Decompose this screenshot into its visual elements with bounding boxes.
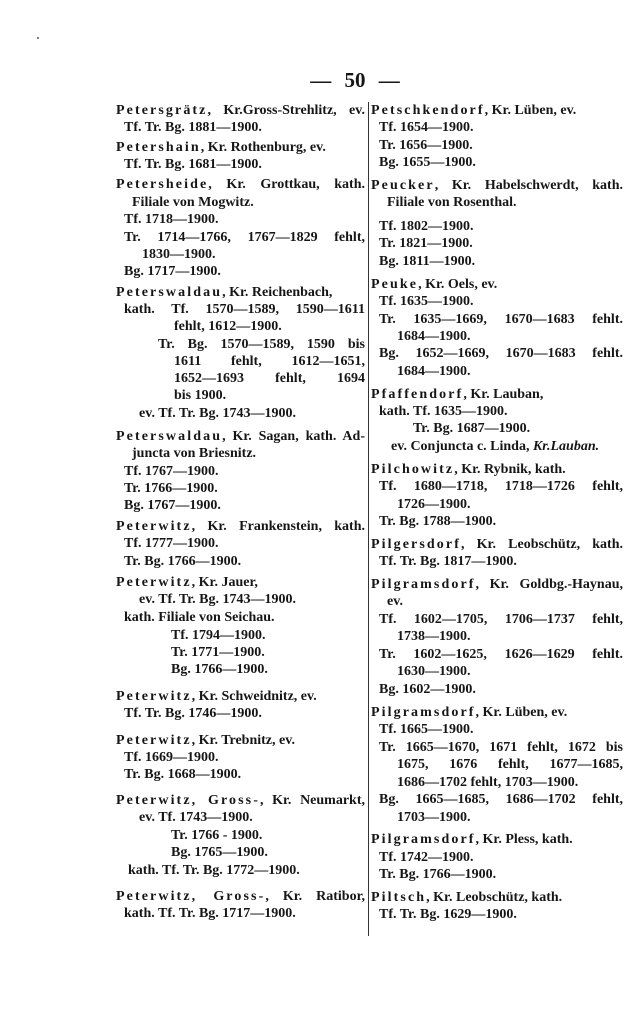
entry-heading bbox=[116, 139, 326, 157]
place-details: , Kr. Habelschwerdt, kath. bbox=[434, 178, 623, 193]
record-line: Tf. 1602—1705, 1706—1737 fehlt, bbox=[379, 612, 623, 627]
place-details: , Kr. Leobschütz, kath. bbox=[460, 537, 623, 552]
place-name: Petershain bbox=[116, 140, 201, 155]
place-details: , Kr. Ratibor, bbox=[265, 889, 365, 904]
record-line: ev. bbox=[387, 594, 403, 609]
entry-heading bbox=[371, 276, 497, 294]
record-line: Tr. Bg. 1570—1589, 1590 bis bbox=[158, 337, 365, 352]
place-details: , Kr. Lauban, bbox=[463, 387, 544, 402]
place-name: Petersgrätz bbox=[116, 103, 208, 118]
place-details: , Kr. Leobschütz, kath. bbox=[426, 890, 563, 905]
place-name: Peterswaldau bbox=[116, 429, 223, 444]
place-details: , Kr. Sagan, kath. Ad- bbox=[222, 429, 365, 444]
record-line: ev. Tf. Tr. Bg. 1743—1900. bbox=[139, 592, 297, 607]
record-line: Filiale von Rosenthal. bbox=[387, 195, 517, 210]
place-details: , Kr. Reichenbach, bbox=[222, 285, 333, 300]
entry-heading bbox=[116, 574, 258, 592]
record-line: Bg. 1717—1900. bbox=[124, 264, 221, 279]
record-line: Bg. 1602—1900. bbox=[379, 682, 476, 697]
record-line: Bg. 1766—1900. bbox=[171, 662, 268, 677]
record-line: 1630—1900. bbox=[397, 664, 471, 679]
column-divider bbox=[368, 102, 369, 936]
record-line: Tr. 1771—1900. bbox=[171, 645, 265, 660]
record-line: Filiale von Mogwitz. bbox=[132, 195, 254, 210]
place-name: Petschkendorf bbox=[371, 103, 485, 118]
page-number: — 50 — bbox=[310, 68, 400, 92]
record-line: kath. Filiale von Seichau. bbox=[124, 610, 275, 625]
record-line: Tr. 1635—1669, 1670—1683 fehlt. bbox=[379, 312, 623, 327]
record-line: ev. Tf. Tr. Bg. 1743—1900. bbox=[139, 406, 297, 421]
place-details: , Kr. Lüben, ev. bbox=[484, 103, 577, 118]
right-column bbox=[371, 0, 623, 1029]
entry-heading bbox=[371, 889, 562, 907]
record-line: Tr. Bg. 1766—1900. bbox=[379, 867, 497, 882]
record-line: Tr. 1665—1670, 1671 fehlt, 1672 bis bbox=[379, 740, 623, 755]
place-name: Peuke bbox=[371, 277, 419, 292]
place-details: , Kr. Schweidnitz, ev. bbox=[191, 689, 317, 704]
entry-heading bbox=[116, 176, 365, 194]
record-line: 1652—1693 fehlt, 1694 bbox=[174, 371, 365, 386]
entry-heading bbox=[371, 461, 566, 479]
place-name: Peterwitz bbox=[116, 519, 192, 534]
entry-heading bbox=[116, 688, 317, 706]
entry-heading bbox=[371, 102, 576, 120]
place-details: , Kr.Gross-Strehlitz, ev. bbox=[207, 103, 365, 118]
record-line: Tf. 1654—1900. bbox=[379, 120, 474, 135]
record-line: Tf. Tr. Bg. 1629—1900. bbox=[379, 907, 517, 922]
place-details: , Kr. Rothenburg, ev. bbox=[200, 140, 326, 155]
record-line: Tr. Bg. 1668—1900. bbox=[124, 767, 242, 782]
record-line: Tf. Tr. Bg. 1746—1900. bbox=[124, 706, 262, 721]
place-name: Peterwitz, Gross- bbox=[116, 889, 266, 904]
record-line: ev. Tf. 1743—1900. bbox=[139, 810, 253, 825]
record-line: kath. Tf. 1570—1589, 1590—1611 bbox=[124, 302, 365, 317]
record-line: Tr. 1766—1900. bbox=[124, 481, 218, 496]
record-text-italic: Kr.Lauban. bbox=[532, 439, 600, 454]
record-line bbox=[391, 438, 599, 456]
record-line: 1684—1900. bbox=[397, 329, 471, 344]
record-line: 1675, 1676 fehlt, 1677—1685, bbox=[397, 757, 623, 772]
place-name: Peterwitz bbox=[116, 733, 192, 748]
place-name: Pilgramsdorf bbox=[371, 705, 476, 720]
record-line: Bg. 1652—1669, 1670—1683 fehlt. bbox=[379, 346, 623, 361]
record-line: Tf. 1794—1900. bbox=[171, 628, 266, 643]
place-name: Pilgramsdorf bbox=[371, 832, 476, 847]
record-line: Tf. 1665—1900. bbox=[379, 722, 474, 737]
place-details: , Kr. Goldbg.-Haynau, bbox=[475, 577, 623, 592]
record-line: Tf. Tr. Bg. 1817—1900. bbox=[379, 554, 517, 569]
entry-heading bbox=[116, 518, 365, 536]
record-line: Tf. 1635—1900. bbox=[379, 294, 474, 309]
record-line: 1726—1900. bbox=[397, 497, 471, 512]
place-details: , Kr. Frankenstein, kath. bbox=[191, 519, 365, 534]
entry-heading bbox=[371, 536, 623, 554]
record-line: 1611 fehlt, 1612—1651, bbox=[174, 354, 365, 369]
place-name: Peterwitz bbox=[116, 575, 192, 590]
place-details: , Kr. Trebnitz, ev. bbox=[191, 733, 295, 748]
record-line: Tr. Bg. 1788—1900. bbox=[379, 514, 497, 529]
record-line: Tf. Tr. Bg. 1681—1900. bbox=[124, 157, 262, 172]
record-line: 1703—1900. bbox=[397, 810, 471, 825]
entry-heading bbox=[371, 177, 623, 195]
entry-heading bbox=[116, 428, 365, 446]
record-line: Bg. 1655—1900. bbox=[379, 155, 476, 170]
record-line: bis 1900. bbox=[174, 388, 227, 403]
record-line: Bg. 1767—1900. bbox=[124, 498, 221, 513]
place-name: Peucker bbox=[371, 178, 435, 193]
entry-heading bbox=[371, 704, 567, 722]
record-line: Tr. 1821—1900. bbox=[379, 236, 473, 251]
left-column bbox=[116, 0, 365, 1029]
record-line: juncta von Briesnitz. bbox=[132, 446, 257, 461]
record-line: Bg. 1665—1685, 1686—1702 fehlt, bbox=[379, 792, 623, 807]
place-name: Pilgramsdorf bbox=[371, 577, 476, 592]
place-name: Piltsch bbox=[371, 890, 427, 905]
place-name: Pilgersdorf bbox=[371, 537, 461, 552]
entry-heading bbox=[116, 888, 365, 906]
scan-speck bbox=[37, 37, 39, 39]
record-line: Tr. 1656—1900. bbox=[379, 138, 473, 153]
place-details: , Kr. Lüben, ev. bbox=[475, 705, 568, 720]
record-line: Bg. 1765—1900. bbox=[171, 845, 268, 860]
place-name: Peterwitz bbox=[116, 689, 192, 704]
place-details: , Kr. Neumarkt, bbox=[259, 793, 365, 808]
record-line: Tf. 1680—1718, 1718—1726 fehlt, bbox=[379, 479, 623, 494]
record-line: Tf. 1742—1900. bbox=[379, 850, 474, 865]
entry-heading bbox=[116, 732, 295, 750]
entry-heading bbox=[116, 284, 332, 302]
place-name: Peterswaldau bbox=[116, 285, 223, 300]
place-name: Pfaffendorf bbox=[371, 387, 464, 402]
record-line: Tf. 1802—1900. bbox=[379, 219, 474, 234]
record-line: kath. Tf. Tr. Bg. 1772—1900. bbox=[128, 863, 300, 878]
record-line: Tf. 1718—1900. bbox=[124, 212, 219, 227]
place-details: , Kr. Rybnik, kath. bbox=[454, 462, 566, 477]
entry-heading bbox=[371, 831, 573, 849]
record-line: Bg. 1811—1900. bbox=[379, 254, 476, 269]
entry-heading bbox=[371, 576, 623, 594]
record-line: Tf. 1767—1900. bbox=[124, 464, 219, 479]
entry-heading bbox=[116, 102, 365, 120]
place-name: Pilchowitz bbox=[371, 462, 455, 477]
place-name: Petersheide bbox=[116, 177, 209, 192]
place-details: , Kr. Pless, kath. bbox=[475, 832, 573, 847]
record-line: fehlt, 1612—1900. bbox=[174, 319, 282, 334]
record-line: kath. Tf. Tr. Bg. 1717—1900. bbox=[124, 906, 296, 921]
record-line: Tr. 1766 - 1900. bbox=[171, 828, 263, 843]
record-line: Tr. Bg. 1687—1900. bbox=[413, 421, 531, 436]
record-line: kath. Tf. 1635—1900. bbox=[379, 404, 508, 419]
place-details: , Kr. Jauer, bbox=[191, 575, 258, 590]
record-line: 1738—1900. bbox=[397, 629, 471, 644]
entry-heading bbox=[371, 386, 543, 404]
record-line: Tr. 1714—1766, 1767—1829 fehlt, bbox=[124, 230, 365, 245]
record-line: Tr. 1602—1625, 1626—1629 fehlt. bbox=[379, 647, 623, 662]
record-line: Tf. 1669—1900. bbox=[124, 750, 219, 765]
record-line: Tf. Tr. Bg. 1881—1900. bbox=[124, 120, 262, 135]
record-line: 1684—1900. bbox=[397, 364, 471, 379]
entry-heading bbox=[116, 792, 365, 810]
record-text: ev. Conjuncta c. Linda, bbox=[391, 439, 533, 454]
record-line: Tf. 1777—1900. bbox=[124, 536, 219, 551]
record-line: 1686—1702 fehlt, 1703—1900. bbox=[397, 775, 579, 790]
place-details: , Kr. Oels, ev. bbox=[418, 277, 498, 292]
place-name: Peterwitz, Gross- bbox=[116, 793, 260, 808]
record-line: 1830—1900. bbox=[142, 247, 216, 262]
record-line: Tr. Bg. 1766—1900. bbox=[124, 554, 242, 569]
place-details: , Kr. Grottkau, kath. bbox=[208, 177, 365, 192]
